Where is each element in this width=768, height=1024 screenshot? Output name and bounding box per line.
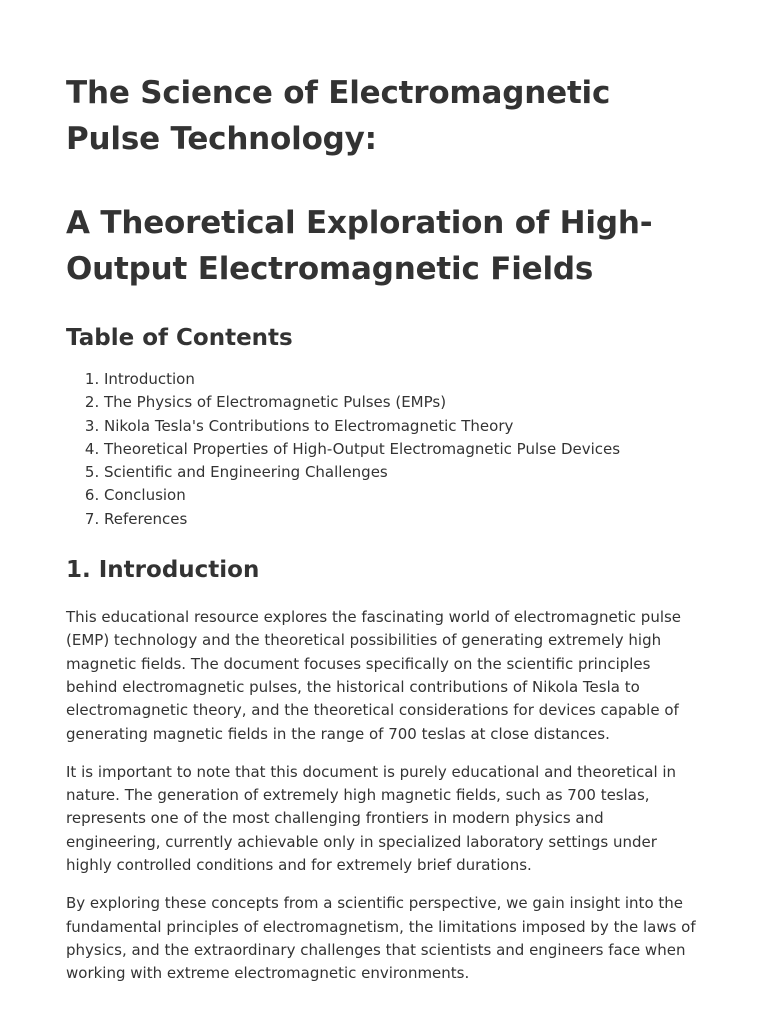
table-of-contents (66, 368, 702, 531)
toc-item-theoretical-properties: 4. Theoretical Properties of High-Output Electromagnetic Pulse Devices (104, 438, 702, 461)
toc-item-references: 7. References (104, 508, 702, 531)
toc-item-physics-of-emps: 2. The Physics of Electromagnetic Pulses (EMPs) (104, 391, 702, 414)
toc-item-tesla-contributions: 3. Nikola Tesla's Contributions to Electromagnetic Theory (104, 415, 702, 438)
toc-item-conclusion: 6. Conclusion (104, 484, 702, 507)
toc-item-challenges: 5. Scientific and Engineering Challenges (104, 461, 702, 484)
document-subtitle: A Theoretical Exploration of High-Output Electromagnetic Fields (66, 205, 653, 287)
intro-paragraph: This educational resource explores the fascinating world of electromagnetic pulse (EMP) technology and the theoretical possibilities of generating extremely high magnetic fields. The document focuses specifically on the scientific principles behind electromagnetic pulses, the historical contributions of Nikola Tesla to electromagnetic theory, and the theoretical considerations for devices capable of generating magnetic fields in the range of 700 teslas at close distances. (66, 608, 682, 743)
document-title: The Science of Electromagnetic Pulse Technology: (66, 75, 611, 157)
section-heading-introduction: 1. Introduction (66, 557, 260, 584)
intro-paragraph: It is important to note that this document is purely educational and theoretical in nature. The generation of extremely high magnetic fields, such as 700 teslas, represents one of the most challenging frontiers in modern physics and engineering, currently achievable only in specialized laboratory settings under highly controlled conditions and for extremely brief durations. (66, 762, 677, 875)
toc-item-introduction: 1. Introduction (104, 368, 702, 391)
intro-paragraph: By exploring these concepts from a scientific perspective, we gain insight into the fundamental principles of electromagnetism, the limitations imposed by the laws of physics, and the extraordinary challenges that scientists and engineers face when working with extreme electromagnetic environments. (66, 894, 696, 983)
toc-heading: Table of Contents (66, 325, 293, 351)
